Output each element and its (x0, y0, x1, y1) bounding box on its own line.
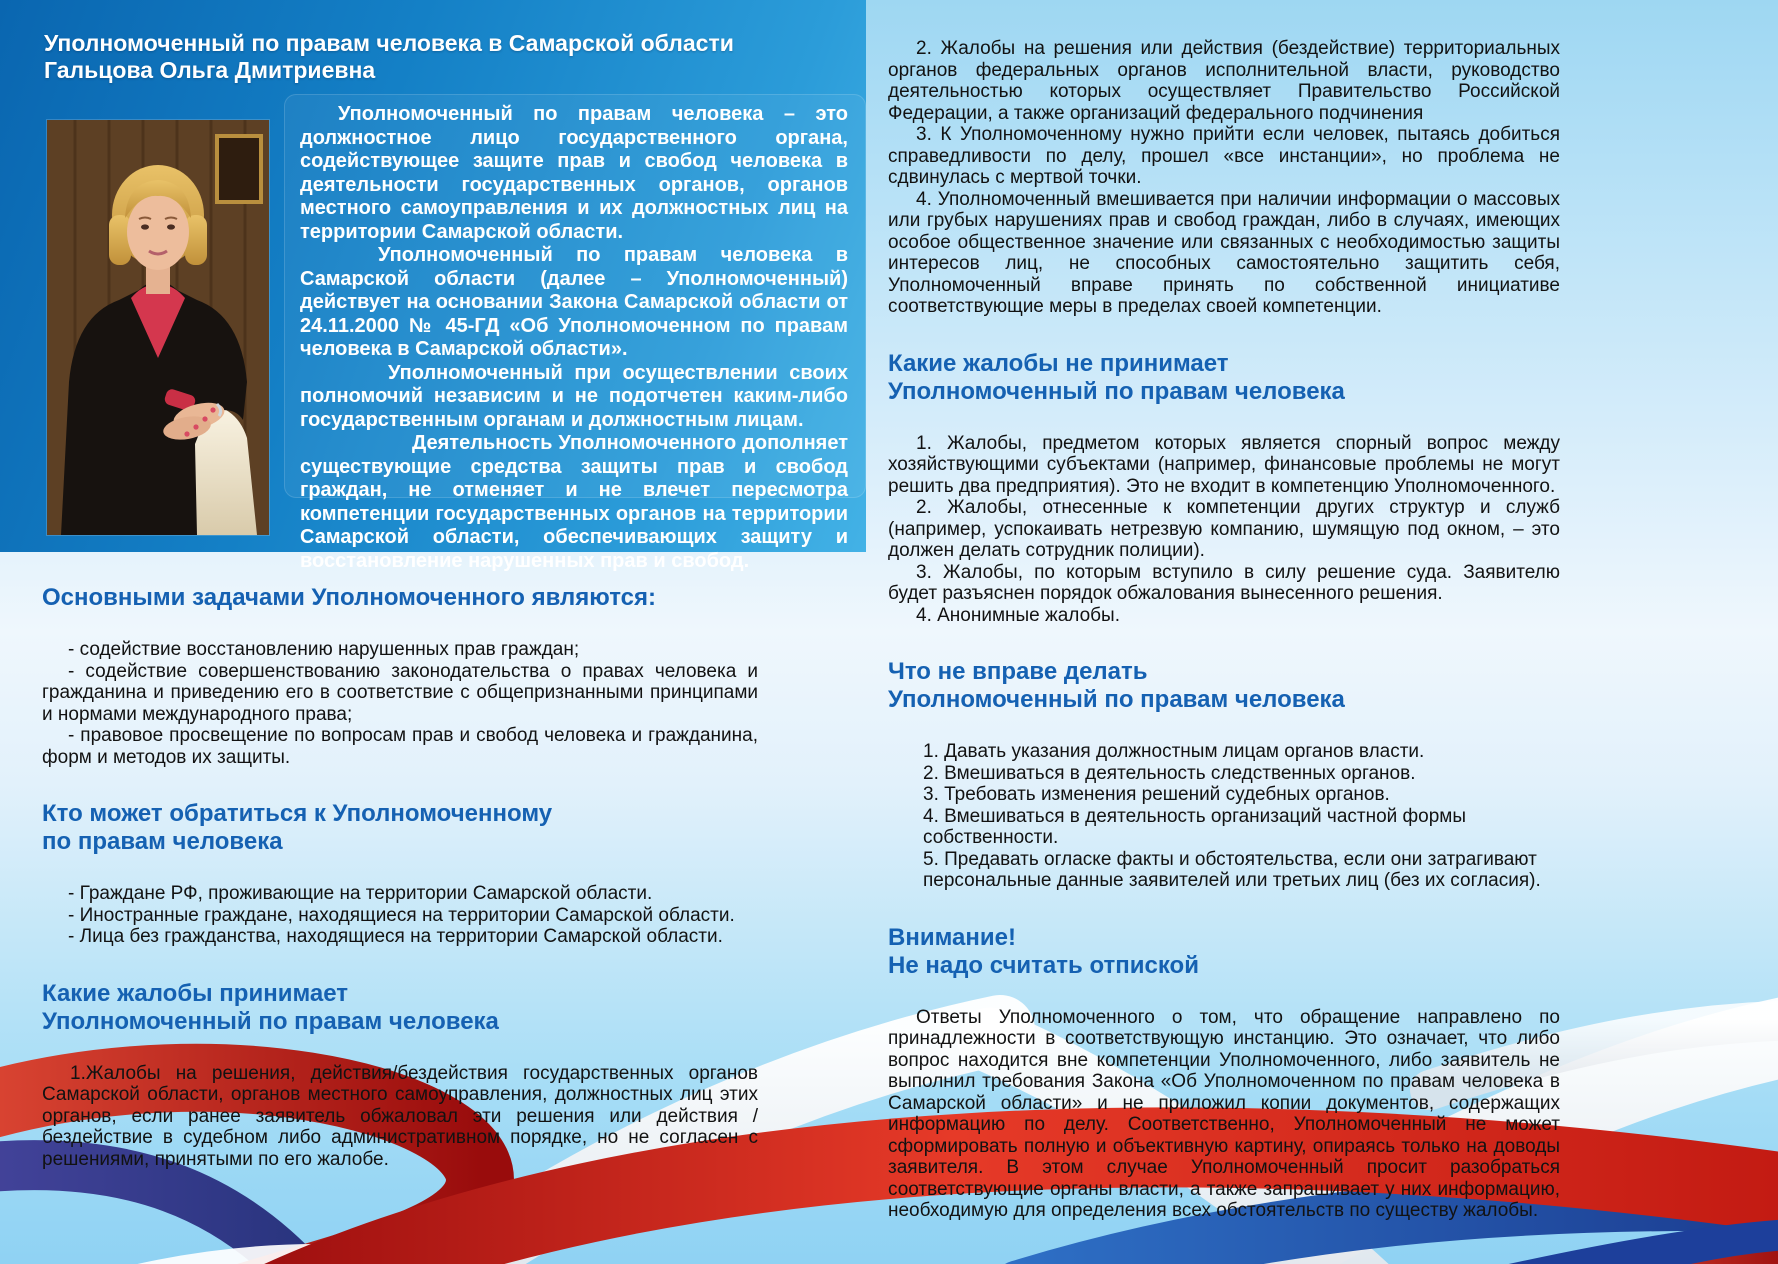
accepts-heading (42, 980, 758, 1036)
restrictions-item-2: 2. Вмешиваться в деятельность следственных органов. (923, 762, 1416, 784)
restrictions-item-3: 3. Требовать изменения решений судебных органов. (923, 784, 1390, 805)
rejects-heading-line2: Уполномоченный по правам человека (888, 377, 1345, 405)
restrictions-heading (888, 658, 1560, 714)
page-title-line2: Гальцова Ольга Дмитриевна (44, 57, 376, 83)
attention-heading-line2: Не надо считать отпиской (888, 951, 1199, 979)
rejects-paragraph-2: 2. Жалобы, отнесенные к компетенции других структур и служб (например, успокаивать нетрезвую компанию, шумящую под окном, – это должен делать сотрудник полиции). (888, 497, 1560, 561)
restrictions-item-4: 4. Вмешиваться в деятельность организаций частной формы собственности. (923, 805, 1467, 848)
right-column (888, 38, 1560, 1222)
rejects-paragraph-4: 4. Анонимные жалобы. (916, 604, 1120, 626)
tasks-item-3: - правовое просвещение по вопросам прав и свобод человека и гражданина, форм и методов их защиты. (42, 725, 758, 768)
attention-heading-line1: Внимание! (888, 923, 1016, 951)
rejects-paragraph-3: 3. Жалобы, по которым вступило в силу решение суда. Заявителю будет разъяснен порядок обжалования вынесенного решения. (888, 561, 1560, 604)
attention-heading (888, 924, 1560, 980)
page-title-line1: Уполномоченный по правам человека в Самарской области (44, 30, 734, 56)
rejects-heading-line1: Какие жалобы не принимает (888, 349, 1229, 377)
left-column (42, 584, 758, 1170)
intro-paragraph-2: Уполномоченный по правам человека в Самарской области (далее – Уполномоченный) действует на основании Закона Самарской области от 24.11.2000 № 45-ГД «Об Уполномоченном по правам человека в Самарской области». (300, 244, 848, 360)
accepts-paragraph-1: 1.Жалобы на решения, действия/бездействия государственных органов Самарской области, органов местного самоуправления, должностных лиц этих органов, если ранее заявитель обжаловал эти решения или действия /бездействие в судебном либо административном порядке, но не согласен с решениями, принятыми по его жалобе. (42, 1062, 758, 1170)
restrictions-heading-line2: Уполномоченный по правам человека (888, 686, 1345, 713)
page-title (44, 30, 734, 84)
intro-paragraph-1: Уполномоченный по правам человека – это должностное лицо государственного органа, содействующее защите прав и свобод человека в деятельности государственных органов, органов местного самоуправления и их должностных лиц на территории Самарской области. (300, 103, 848, 243)
tasks-item-1: - содействие восстановлению нарушенных прав граждан; (68, 639, 580, 660)
accepts-paragraph-3: 3. К Уполномоченному нужно прийти если человек, пытаясь добиться справедливости по делу, прошел «все инстанции», но проблема не сдвинулась с мертвой точки. (888, 124, 1560, 188)
blue-ribbon-bottom-right (1430, 1246, 1778, 1264)
who-item-1: - Граждане РФ, проживающие на территории Самарской области. (68, 883, 653, 904)
rejects-heading (888, 350, 1560, 406)
picture-frame (217, 136, 261, 202)
restrictions-item-1: 1. Давать указания должностным лицам органов власти. (923, 741, 1425, 762)
who-heading (42, 800, 758, 856)
ombudsman-photo (47, 120, 269, 535)
accepts-paragraph-4: 4. Уполномоченный вмешивается при наличии информации о массовых или грубых нарушениях прав и свобод граждан, либо в случаях, имеющих особое общественное значение или связанных с необходимостью защиты интересов лиц, не способных самостоятельно защитить себя, Уполномоченный вправе принять по собственной инициативе соответствующие меры в пределах своей компетенции. (888, 188, 1560, 317)
who-heading-line1: Кто может обратиться к Уполномоченному (42, 800, 553, 827)
accepts-paragraph-2: 2. Жалобы на решения или действия (бездействие) территориальных органов федеральных органов исполнительной власти, руководство деятельностью которых осуществляет Правительство Российской Федерации, а также организаций федерального подчинения (888, 38, 1560, 124)
accepts-heading-line2: Уполномоченный по правам человека (42, 1007, 499, 1035)
intro-text (300, 103, 848, 573)
rejects-paragraph-1: 1. Жалобы, предметом которых является спорный вопрос между хозяйствующими субъектами (например, финансовые проблемы не могут решить два предприятия). Это не входит в компетенцию Уполномоченного. (888, 432, 1560, 497)
restrictions-heading-line1: Что не вправе делать (888, 658, 1148, 685)
accepts-heading-line1: Какие жалобы принимает (42, 979, 349, 1007)
intro-paragraph-3: Уполномоченный при осуществлении своих полномочий независим и не подотчетен каким-либо государственным органам и должностным лицам. (300, 361, 848, 431)
who-heading-line2: по правам человека (42, 828, 283, 855)
attention-paragraph: Ответы Уполномоченного о том, что обращение направлено по принадлежности в соответствующую инстанцию. Это означает, что либо вопрос находится вне компетенции Уполномоченного, либо заявитель не выполнил требования Закона «Об Уполномоченном по правам человека в Самарской области» и не приложил копии документов, содержащих информацию по делу. Соответственно, Уполномоченный не может сформировать полную и объективную картину, опираясь только на доводы заявителя. В этом случае Уполномоченный просит разобраться соответствующие органы власти, а также запрашивает у них информацию, необходимую для определения всех обстоятельств по существу жалобы. (888, 1006, 1560, 1221)
intro-paragraph-4: Деятельность Уполномоченного дополняет существующие средства защиты прав и свобод граждан, не отменяет и не влечет пересмотра компетенции государственных органов на территории Самарской области, обеспечивающих защиту и восстановление нарушенных прав и свобод. (300, 432, 848, 572)
who-item-2: - Иностранные граждане, находящиеся на территории Самарской области. (68, 904, 735, 926)
tasks-heading: Основными задачами Уполномоченного являются: (42, 584, 656, 611)
who-item-3: - Лица без гражданства, находящиеся на территории Самарской области. (68, 926, 723, 947)
tasks-item-2: - содействие совершенствованию законодательства о правах человека и гражданина и приведению его в соответствие с общепризнанными принципами и нормами международного права; (42, 660, 758, 725)
restrictions-item-5: 5. Предавать огласке факты и обстоятельства, если они затрагивают персональные данные заявителей или третьих лиц (без их согласия). (923, 848, 1541, 891)
purple-ribbon-left (0, 1165, 330, 1264)
